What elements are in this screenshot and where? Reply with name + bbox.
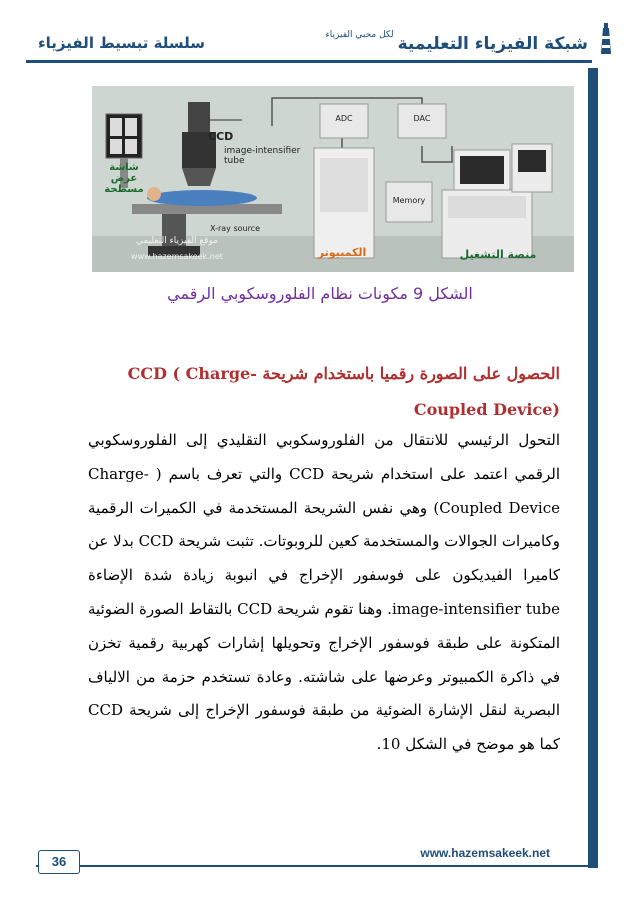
side-bar [588, 68, 598, 868]
section-heading: الحصول على الصورة رقميا باستخدام شريحة CCD ( Charge-Coupled Device) [127, 364, 560, 419]
footer-divider [36, 865, 592, 867]
computer-label: الكمبيوتر [317, 246, 367, 259]
console-label: منصة التشغيل [459, 248, 537, 261]
watermark-text: موقع الفيزياء التعليمي [136, 236, 218, 246]
intensifier-label: image-intensifier tube [224, 146, 301, 166]
brand-tagline: لكل محبي الفيزياء [325, 30, 394, 40]
brand-name: شبكة الفيزياء التعليمية [397, 34, 588, 54]
header-divider [26, 60, 592, 63]
xray-label: X-ray source [210, 224, 261, 233]
memory-label: Memory [392, 196, 426, 205]
section-paragraph: التحول الرئيسي للانتقال من الفلوروسكوبي التقليدي إلى الفلوروسكوبي الرقمي اعتمد على استخدام شريحة CCD والتي تعرف باسم ( Charge-Coupled Device) وهي نفس الشريحة المستخدمة في الكميرات الرقمية وكاميرات الجوالات والمستخدمة كعين للروبوتات. تثبت شريحة CCD بدلا عن كاميرا الفيديكون على فوسفور الإخراج في انبوبة زيادة شدة الإضاءة image-intensifier tube. وهنا تقوم شريحة CCD بالتقاط الصورة الضوئية المتكونة على طبقة فوسفور الإخراج وتحويلها إشارات كهربية رقمية تخزن في ذاكرة الكمبيوتر وعرضها على شاشته. وعادة تستخدم حزمة من الالياف البصرية لنقل الإشارة الضوئية من طبقة فوسفور الإخراج إلى شريحة CCD كما هو موضح في الشكل 10. [88, 431, 560, 754]
watermark-url: www.hazemsakeek.net [131, 252, 223, 261]
page-number: 36 [38, 850, 80, 874]
dac-label: DAC [413, 114, 431, 123]
adc-label: ADC [335, 114, 353, 123]
fluoroscopy-figure [92, 86, 574, 272]
series-title: سلسلة تبسيط الفيزياء [38, 34, 205, 52]
brand-block [326, 30, 588, 54]
figure-caption: الشكل 9 مكونات نظام الفلوروسكوبي الرقمي [167, 284, 473, 303]
lighthouse-logo-icon [598, 22, 614, 56]
screen-label: شاشة عرض مسطحة [104, 162, 144, 195]
footer-url: www.hazemsakeek.net [420, 846, 550, 860]
ccd-label: CCD [208, 130, 234, 143]
